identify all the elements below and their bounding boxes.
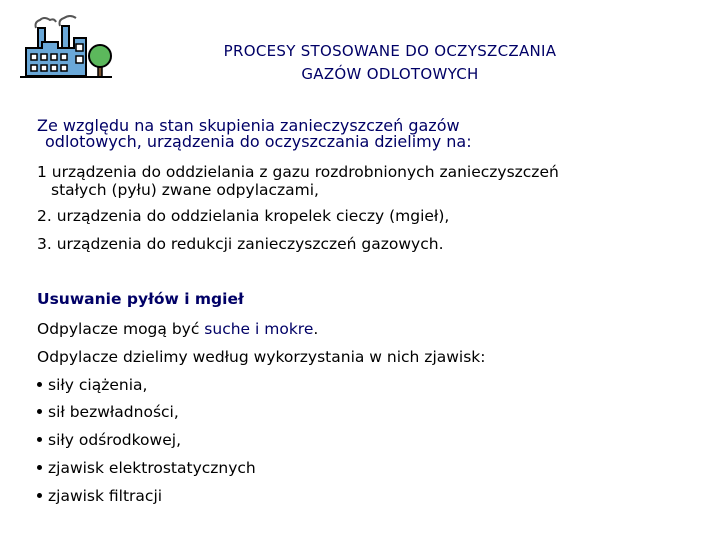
intro-paragraph [37,118,697,150]
bullet-dot-icon [37,493,42,498]
bullet-text: zjawisk filtracji [48,487,163,505]
bullet-text: siły odśrodkowej, [48,431,181,449]
section-line-1-suffix: . [313,320,319,338]
title-line-1: PROCESY STOSOWANE DO OCZYSZCZANIA [223,42,557,60]
list-item-3 [37,235,697,253]
bullet-text: sił bezwładności, [48,403,179,421]
section-line-2: Odpylacze dzielimy według wykorzystania w nich zjawisk: [37,348,486,366]
list-item-2-text: 2. urządzenia do oddzielania kropelek cieczy (mgieł), [37,207,450,225]
bullet-text: zjawisk elektrostatycznych [48,459,256,477]
list-item-1-line-2: stałych (pyłu) zwane odpylaczami, [51,181,319,199]
bullet-item [37,487,162,505]
bullet-item [37,403,179,421]
list-item-1-line-1: 1 urządzenia do oddzielania z gazu rozdrobnionych zanieczyszczeń [37,163,559,181]
bullet-dot-icon [37,409,42,414]
list-item-2 [37,207,697,225]
bullet-item [37,459,256,477]
bullet-item [37,431,181,449]
list-item-1 [37,163,697,199]
section-heading: Usuwanie pyłów i mgieł [37,290,244,308]
factory-icon [14,14,114,82]
list-item-3-text: 3. urządzenia do redukcji zanieczyszczeń gazowych. [37,235,444,253]
page-title [140,40,640,86]
section-line-1-prefix: Odpylacze mogą być [37,320,205,338]
bullet-dot-icon [37,465,42,470]
section-line-1 [37,320,318,338]
intro-line-1: Ze względu na stan skupienia zanieczyszczeń gazów [37,116,460,135]
title-line-2: GAZÓW ODLOTOWYCH [301,65,479,83]
bullet-text: siły ciążenia, [48,376,148,394]
bullet-dot-icon [37,437,42,442]
bullet-dot-icon [37,382,42,387]
bullet-item [37,376,147,394]
factory-logo [14,14,114,82]
section-line-1-highlight: suche i mokre [204,320,314,338]
intro-line-2: odlotowych, urządzenia do oczyszczania dzielimy na: [45,132,472,151]
